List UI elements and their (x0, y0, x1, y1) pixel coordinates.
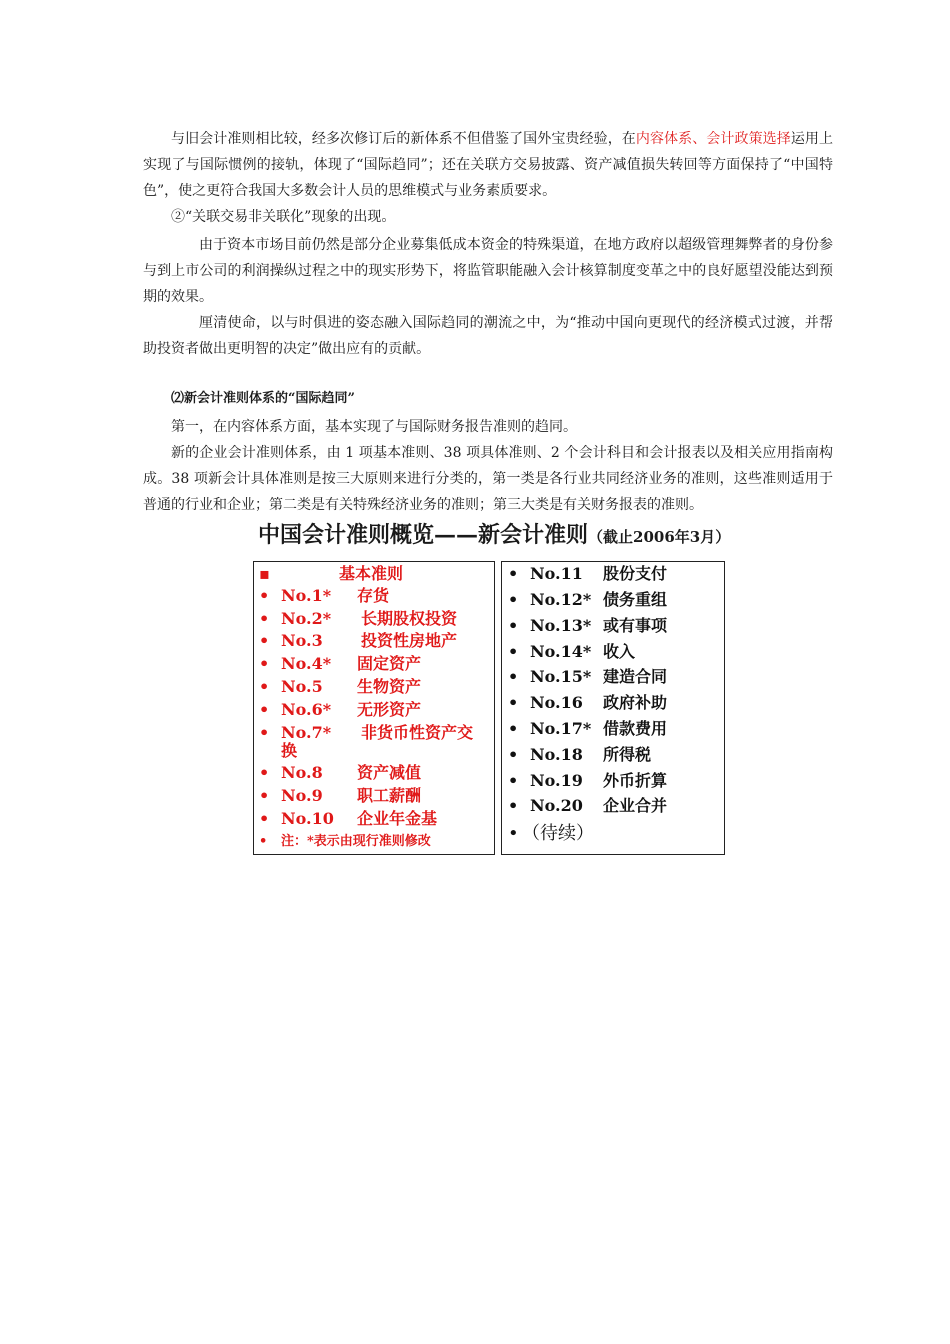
standard-number: No.5 (281, 677, 323, 696)
bullet-icon: • (508, 564, 519, 583)
standard-name: 建造合同 (603, 667, 668, 686)
paragraph-capital-market: 由于资本市场目前仍然是部分企业募集低成本资金的特殊渠道，在地方政府以超级管理舞弊者的身份参与到上市公司的利润操纵过程之中的现实形势下，将监管职能融入会计核算制度变革之中的良好愿望没能达到预期的效果。 (143, 237, 833, 305)
standard-number: No.12* (530, 590, 592, 609)
footnote-text: 注：*表示由现行准则修改 (281, 834, 431, 849)
standard-number: No.11 (530, 564, 583, 583)
standard-number: No.8 (281, 763, 323, 782)
to-be-continued-text: （待续） (522, 823, 594, 844)
standard-number: No.15* (530, 667, 592, 686)
paragraph-related-transactions: ②“关联交易非关联化”现象的出现。 (171, 209, 396, 225)
basic-standard-label: 基本准则 (339, 564, 404, 583)
bullet-icon: • (508, 642, 519, 661)
specific-standards-box (501, 561, 725, 855)
standard-name: 存货 (357, 586, 390, 605)
bullet-icon: • (259, 586, 270, 605)
bullet-icon: • (259, 723, 270, 742)
standard-name-continued: 换 (281, 741, 298, 760)
bullet-icon: • (508, 771, 519, 790)
bullet-icon: • (259, 677, 270, 696)
paragraph-comparison (143, 126, 833, 204)
bullet-icon: • (508, 796, 519, 815)
standard-number: No.14* (530, 642, 592, 661)
standard-name: 固定资产 (357, 654, 422, 673)
standard-number: No.13* (530, 616, 592, 635)
standard-name: 生物资产 (357, 677, 422, 696)
p1-highlight: 内容体系、会计政策选择 (635, 131, 791, 147)
bullet-icon: • (259, 834, 268, 849)
figure-title-date: （截止2006年3月） (588, 528, 731, 546)
standard-name: 或有事项 (603, 616, 668, 635)
standard-number: No.16 (530, 693, 583, 712)
standard-name: 职工薪酬 (357, 786, 422, 805)
p1-text-before: 与旧会计准则相比较，经多次修订后的新体系不但借鉴了国外宝贵经验，在 (171, 131, 636, 147)
standard-name: 股份支付 (603, 564, 668, 583)
bullet-icon: • (259, 609, 270, 628)
bullet-icon: • (259, 809, 270, 828)
paragraph-content-system: 第一，在内容体系方面，基本实现了与国际财务报告准则的趋同。 (171, 419, 577, 435)
standard-name: 非货币性资产交 (361, 723, 474, 742)
standard-name: 收入 (603, 642, 636, 661)
section-heading: ⑵新会计准则体系的“国际趋同” (171, 391, 355, 406)
bullet-icon: • (508, 745, 519, 764)
standard-name: 企业年金基 (357, 809, 438, 828)
bullet-icon: • (508, 616, 519, 635)
standard-number: No.2* (281, 609, 332, 628)
standard-number: No.10 (281, 809, 334, 828)
standard-name: 所得税 (603, 745, 652, 764)
basic-standards-box (253, 561, 495, 855)
paragraph-mission: 厘清使命，以与时俱进的姿态融入国际趋同的潮流之中，为“推动中国向更现代的经济模式过渡，并帮助投资者做出更明智的决定”做出应有的贡献。 (143, 315, 833, 357)
bullet-icon: • (508, 667, 519, 686)
figure-title-main: 中国会计准则概览——新会计准则 (258, 522, 589, 548)
standard-name: 资产减值 (357, 763, 422, 782)
standard-name: 企业合并 (603, 796, 668, 815)
bullet-icon: • (508, 823, 519, 844)
square-bullet: ▪ (259, 564, 270, 583)
standard-number: No.3 (281, 631, 323, 650)
standard-number: No.6* (281, 700, 332, 719)
bullet-icon: • (508, 590, 519, 609)
bullet-icon: • (259, 700, 270, 719)
standard-number: No.20 (530, 796, 583, 815)
standard-number: No.1* (281, 586, 332, 605)
p1-text-after: 运用上实现了与国际惯例的接轨，体现了“国际趋同”；还在关联方交易披露、资产减值损失转回等方面保持了“中国特色”，使之更符合我国大多数会计人员的思维模式与业务素质要求。 (143, 131, 834, 199)
standard-name: 借款费用 (603, 719, 668, 738)
bullet-icon: • (508, 693, 519, 712)
standard-number: No.9 (281, 786, 323, 805)
standard-name: 投资性房地产 (361, 631, 458, 650)
standard-number: No.19 (530, 771, 583, 790)
standard-name: 政府补助 (603, 693, 668, 712)
standard-number: No.18 (530, 745, 583, 764)
paragraph-new-system: 新的企业会计准则体系，由 1 项基本准则、38 项具体准则、2 个会计科目和会计报表以及相关应用指南构成。38 项新会计具体准则是按三大原则来进行分类的，第一类是各行业共同经济业务的准则，这些准则适用于普通的行业和企业；第二类是有关特殊经济业务的准则；第三大类是有关财务报表的准则。 (143, 445, 833, 513)
standard-name: 外币折算 (603, 771, 668, 790)
standard-number: No.4* (281, 654, 332, 673)
bullet-icon: • (508, 719, 519, 738)
standard-number: No.17* (530, 719, 592, 738)
figure-title (258, 520, 730, 552)
standard-number: No.7* (281, 723, 332, 742)
bullet-icon: • (259, 763, 270, 782)
bullet-icon: • (259, 654, 270, 673)
standard-name: 长期股权投资 (361, 609, 458, 628)
standard-name: 债务重组 (603, 590, 668, 609)
bullet-icon: • (259, 631, 270, 650)
standard-name: 无形资产 (357, 700, 422, 719)
bullet-icon: • (259, 786, 270, 805)
